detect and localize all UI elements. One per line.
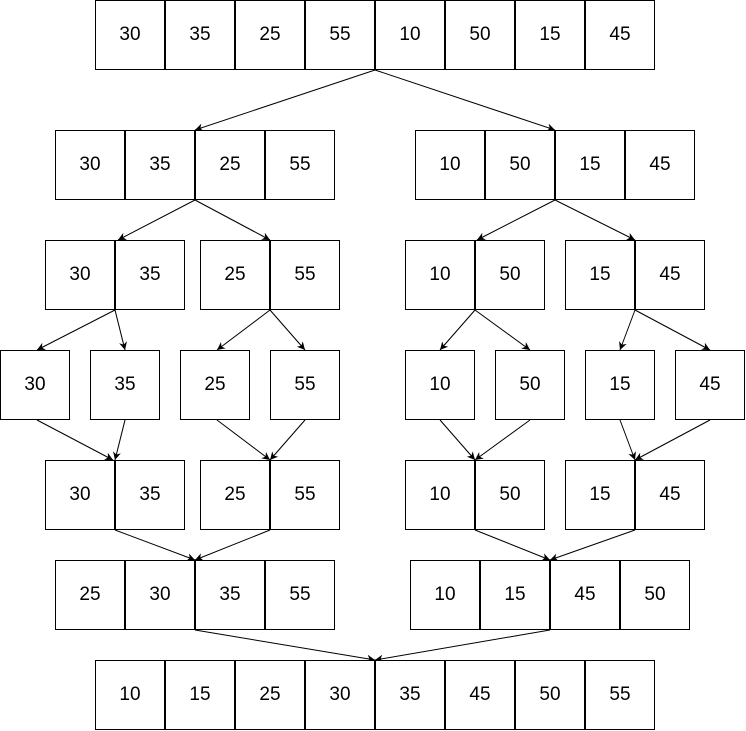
array-cell: 15 xyxy=(565,240,635,310)
array-cell: 45 xyxy=(625,130,695,200)
array-cell: 35 xyxy=(125,130,195,200)
arrow xyxy=(217,310,270,350)
arrow xyxy=(195,70,375,130)
array-cell: 50 xyxy=(475,460,545,530)
arrow xyxy=(217,420,270,460)
array-cell: 35 xyxy=(165,0,235,70)
arrow xyxy=(555,200,635,240)
array-cell: 35 xyxy=(115,240,185,310)
arrow xyxy=(440,420,475,460)
arrow xyxy=(620,420,635,460)
array-cell: 50 xyxy=(485,130,555,200)
array-cell: 30 xyxy=(125,560,195,630)
array-cell: 55 xyxy=(265,560,335,630)
array-cell: 10 xyxy=(405,240,475,310)
array-cell: 25 xyxy=(195,130,265,200)
arrow xyxy=(195,530,270,560)
array-cell: 50 xyxy=(445,0,515,70)
array-cell: 10 xyxy=(95,660,165,730)
arrow xyxy=(270,420,305,460)
array-cell: 15 xyxy=(480,560,550,630)
array-cell: 15 xyxy=(565,460,635,530)
array-cell: 25 xyxy=(235,0,305,70)
array-cell: 45 xyxy=(445,660,515,730)
array-cell: 35 xyxy=(195,560,265,630)
array-cell: 30 xyxy=(305,660,375,730)
array-cell: 30 xyxy=(45,460,115,530)
array-cell: 45 xyxy=(585,0,655,70)
array-cell: 25 xyxy=(235,660,305,730)
arrow xyxy=(475,420,530,460)
arrow xyxy=(118,200,195,240)
array-cell: 30 xyxy=(55,130,125,200)
arrow xyxy=(115,530,195,560)
array-cell: 55 xyxy=(305,0,375,70)
array-cell: 45 xyxy=(550,560,620,630)
array-cell: 10 xyxy=(410,560,480,630)
arrow xyxy=(620,310,635,350)
array-cell: 55 xyxy=(270,460,340,530)
array-cell: 25 xyxy=(200,240,270,310)
array-cell: 30 xyxy=(0,350,70,420)
array-cell: 45 xyxy=(635,240,705,310)
array-cell: 25 xyxy=(55,560,125,630)
arrow xyxy=(550,530,635,560)
array-cell: 50 xyxy=(620,560,690,630)
array-cell: 25 xyxy=(200,460,270,530)
array-cell: 10 xyxy=(415,130,485,200)
arrow xyxy=(37,310,115,350)
arrow xyxy=(195,630,375,660)
arrow xyxy=(375,630,550,660)
arrow xyxy=(475,530,550,560)
arrow xyxy=(375,70,555,130)
array-cell: 50 xyxy=(495,350,565,420)
arrow xyxy=(635,310,710,350)
array-cell: 10 xyxy=(375,0,445,70)
array-cell: 10 xyxy=(405,460,475,530)
array-cell: 45 xyxy=(675,350,745,420)
array-cell: 35 xyxy=(90,350,160,420)
array-cell: 55 xyxy=(270,240,340,310)
array-cell: 15 xyxy=(555,130,625,200)
array-cell: 30 xyxy=(95,0,165,70)
array-cell: 15 xyxy=(165,660,235,730)
array-cell: 25 xyxy=(180,350,250,420)
arrow xyxy=(115,310,125,350)
array-cell: 15 xyxy=(515,0,585,70)
array-cell: 50 xyxy=(475,240,545,310)
arrow xyxy=(440,310,475,350)
array-cell: 55 xyxy=(270,350,340,420)
array-cell: 35 xyxy=(115,460,185,530)
array-cell: 30 xyxy=(45,240,115,310)
arrow xyxy=(475,310,530,350)
arrow xyxy=(195,200,270,240)
array-cell: 55 xyxy=(585,660,655,730)
array-cell: 10 xyxy=(405,350,475,420)
arrow xyxy=(115,420,125,460)
array-cell: 35 xyxy=(375,660,445,730)
arrow xyxy=(635,420,710,460)
arrow xyxy=(270,310,305,350)
array-cell: 50 xyxy=(515,660,585,730)
array-cell: 15 xyxy=(585,350,655,420)
array-cell: 45 xyxy=(635,460,705,530)
arrow xyxy=(37,420,113,460)
arrow xyxy=(477,200,555,240)
array-cell: 55 xyxy=(265,130,335,200)
